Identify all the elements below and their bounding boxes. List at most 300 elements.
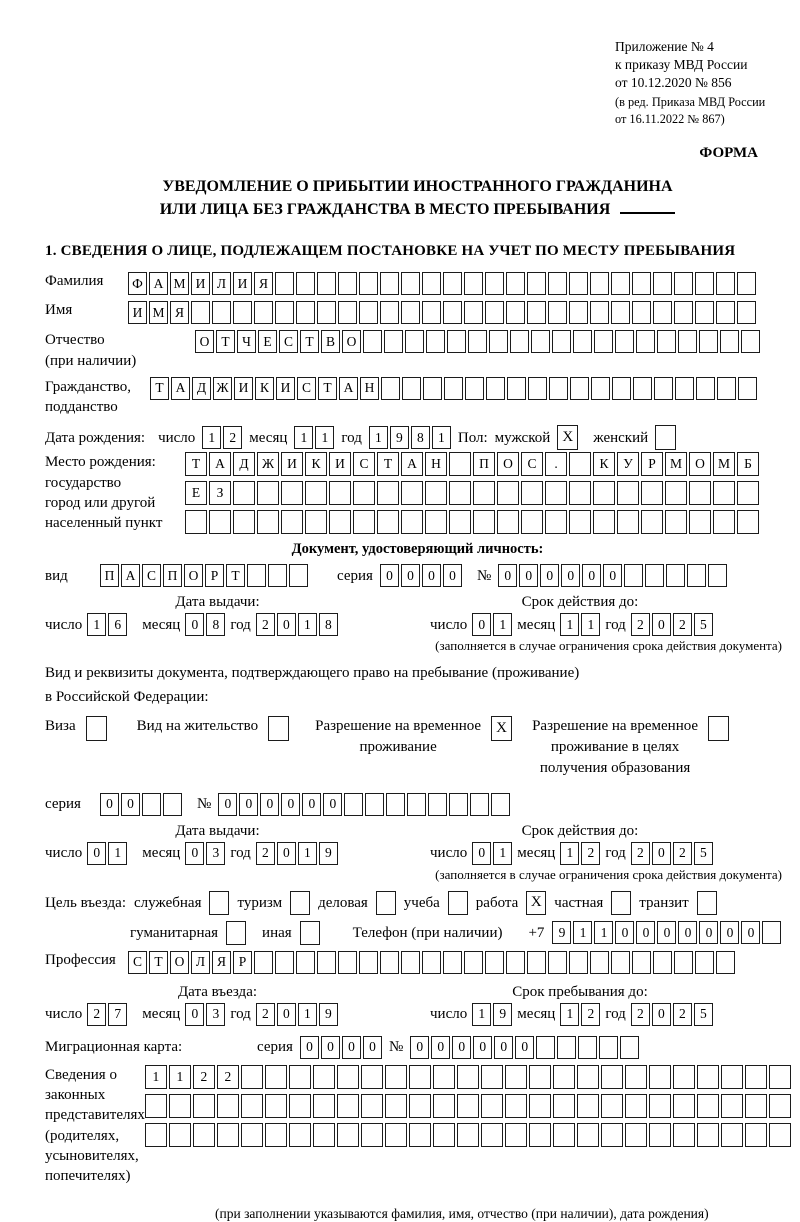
- char-box: [457, 1094, 479, 1118]
- char-box: [649, 1123, 671, 1147]
- char-box: [531, 330, 550, 353]
- char-box: С: [297, 377, 316, 400]
- char-box: [573, 330, 592, 353]
- surname-label: Фамилия: [45, 273, 104, 290]
- char-box: 0: [473, 1036, 492, 1059]
- char-box: 0: [741, 921, 760, 944]
- char-box: [380, 301, 399, 324]
- char-box: [444, 377, 463, 400]
- char-box: 0: [87, 842, 106, 865]
- char-box: 0: [321, 1036, 340, 1059]
- doc-kind-boxes: [100, 564, 308, 587]
- char-box: 2: [673, 613, 692, 636]
- char-box: [615, 330, 634, 353]
- char-box: [577, 1123, 599, 1147]
- char-box: [142, 793, 161, 816]
- char-box: [473, 481, 495, 505]
- char-box: [674, 272, 693, 295]
- purpose-transit-checkbox: [697, 891, 717, 915]
- char-box: [721, 1065, 743, 1089]
- profession-row: [45, 951, 790, 974]
- birth-day-boxes: [202, 426, 242, 449]
- char-box: [673, 1123, 695, 1147]
- char-box: [737, 510, 759, 534]
- char-box: [696, 377, 715, 400]
- char-box: [716, 951, 735, 974]
- phone-prefix: +7: [528, 924, 545, 941]
- valid-year-boxes: [631, 613, 713, 636]
- char-box: .: [545, 452, 567, 476]
- doc-series-label: серия: [337, 567, 373, 584]
- char-box: 0: [636, 921, 655, 944]
- char-box: [409, 1123, 431, 1147]
- char-box: [449, 452, 471, 476]
- char-box: 0: [582, 564, 601, 587]
- char-box: [464, 272, 483, 295]
- char-box: [673, 1094, 695, 1118]
- char-box: [359, 301, 378, 324]
- form-title-line1: УВЕДОМЛЕНИЕ О ПРИБЫТИИ ИНОСТРАННОГО ГРАЖДАНИНА: [162, 177, 673, 195]
- char-box: [713, 481, 735, 505]
- char-box: [527, 951, 546, 974]
- text-line: от 10.12.2020 № 856: [615, 74, 732, 90]
- char-box: [363, 330, 382, 353]
- char-box: [275, 301, 294, 324]
- char-box: [674, 301, 693, 324]
- char-box: 0: [218, 793, 237, 816]
- char-box: 2: [193, 1065, 215, 1089]
- residence-issue-date: число 0 1 месяц 0 3 год 2 0 1 9: [45, 842, 390, 865]
- char-box: 2: [673, 842, 692, 865]
- char-box: 2: [581, 1003, 600, 1026]
- char-box: 0: [603, 564, 622, 587]
- char-box: [317, 301, 336, 324]
- char-box: [617, 481, 639, 505]
- representatives-block: [45, 1065, 790, 1187]
- char-box: З: [209, 481, 231, 505]
- char-box: Т: [185, 452, 207, 476]
- char-box: 0: [277, 1003, 296, 1026]
- char-box: [296, 272, 315, 295]
- char-box: 0: [121, 793, 140, 816]
- char-box: 1: [369, 426, 388, 449]
- surname-row: [45, 272, 790, 295]
- char-box: 2: [631, 1003, 650, 1026]
- char-box: [721, 1094, 743, 1118]
- char-box: [337, 1065, 359, 1089]
- sex-female-label: женский: [593, 429, 649, 446]
- char-box: [697, 1123, 719, 1147]
- char-box: 1: [315, 426, 334, 449]
- char-box: [673, 1065, 695, 1089]
- char-box: [241, 1094, 263, 1118]
- residence-issue-year-boxes: [256, 842, 338, 865]
- birth-place-block: [45, 452, 790, 539]
- char-box: [678, 330, 697, 353]
- char-box: Ж: [213, 377, 232, 400]
- char-box: С: [279, 330, 298, 353]
- residence-issue-month-boxes: [185, 842, 225, 865]
- char-box: [569, 301, 588, 324]
- patronymic-row: [45, 330, 790, 371]
- char-box: [570, 377, 589, 400]
- char-box: 1: [298, 613, 317, 636]
- char-box: И: [276, 377, 295, 400]
- char-box: [401, 481, 423, 505]
- char-box: [247, 564, 266, 587]
- char-box: 2: [631, 842, 650, 865]
- identity-valid-date: число 0 1 месяц 1 1 год 2 0 2 5: [430, 613, 713, 636]
- given-name-row: [45, 301, 790, 324]
- char-box: [241, 1123, 263, 1147]
- char-box: 0: [561, 564, 580, 587]
- identity-issue-date: число 1 6 месяц 0 8 год 2 0 1 8: [45, 613, 390, 636]
- birth-date-label: Дата рождения:: [45, 429, 146, 446]
- issue-day-boxes: [87, 613, 127, 636]
- char-box: [425, 481, 447, 505]
- given-name-label: Имя: [45, 302, 73, 319]
- char-box: А: [339, 377, 358, 400]
- char-box: [401, 510, 423, 534]
- char-box: [548, 301, 567, 324]
- char-box: 5: [694, 1003, 713, 1026]
- residence-doc-date-headings: Дата выдачи: Срок действия до:: [175, 822, 639, 839]
- char-box: [569, 510, 591, 534]
- char-box: [654, 377, 673, 400]
- char-box: [737, 301, 756, 324]
- char-box: [769, 1123, 791, 1147]
- char-box: 0: [281, 793, 300, 816]
- reference-lines-amendment: [615, 94, 790, 126]
- char-box: С: [142, 564, 161, 587]
- order-reference-block: [615, 38, 790, 127]
- char-box: [407, 793, 426, 816]
- sex-male-checkbox: X: [557, 425, 578, 450]
- char-box: И: [234, 377, 253, 400]
- char-box: [536, 1036, 555, 1059]
- text-line: населенный пункт: [45, 515, 163, 531]
- purpose-study-checkbox: [448, 891, 468, 915]
- char-box: 0: [300, 1036, 319, 1059]
- char-box: [313, 1123, 335, 1147]
- char-box: 1: [87, 613, 106, 636]
- char-box: [145, 1094, 167, 1118]
- char-box: [449, 793, 468, 816]
- residence-valid-year-boxes: [631, 842, 713, 865]
- char-box: [254, 951, 273, 974]
- char-box: 7: [108, 1003, 127, 1026]
- char-box: [553, 1123, 575, 1147]
- char-box: А: [209, 452, 231, 476]
- char-box: [353, 481, 375, 505]
- char-box: [296, 951, 315, 974]
- char-box: А: [121, 564, 140, 587]
- char-box: [473, 510, 495, 534]
- char-box: [611, 301, 630, 324]
- char-box: [553, 1065, 575, 1089]
- char-box: [617, 510, 639, 534]
- char-box: [281, 510, 303, 534]
- char-box: [338, 272, 357, 295]
- char-box: И: [281, 452, 303, 476]
- char-box: 3: [206, 1003, 225, 1026]
- char-box: [481, 1123, 503, 1147]
- migration-card-row: [45, 1036, 790, 1059]
- purpose-other-checkbox: [300, 921, 320, 945]
- char-box: [549, 377, 568, 400]
- char-box: [569, 272, 588, 295]
- patronymic-boxes: [195, 330, 760, 353]
- valid-day-boxes: [472, 613, 512, 636]
- char-box: 1: [581, 613, 600, 636]
- char-box: 3: [206, 842, 225, 865]
- identity-doc-heading: Документ, удостоверяющий личность:: [291, 541, 544, 558]
- char-box: С: [128, 951, 147, 974]
- char-box: [296, 301, 315, 324]
- char-box: [289, 564, 308, 587]
- char-box: [545, 510, 567, 534]
- char-box: [674, 951, 693, 974]
- text-line: проживание в целях: [550, 738, 680, 755]
- doc-kind-label: вид: [45, 567, 68, 584]
- char-box: [708, 564, 727, 587]
- char-box: 0: [498, 564, 517, 587]
- identity-doc-note: (заполняется в случае ограничения срока действия документа): [435, 638, 782, 654]
- char-box: П: [100, 564, 119, 587]
- char-box: 0: [185, 842, 204, 865]
- migration-number-label: №: [388, 1039, 404, 1055]
- char-box: Т: [377, 452, 399, 476]
- birth-place-rows: [185, 452, 759, 539]
- char-box: [457, 1123, 479, 1147]
- char-box: [361, 1065, 383, 1089]
- char-box: [489, 330, 508, 353]
- char-box: 0: [443, 564, 462, 587]
- char-box: [620, 1036, 639, 1059]
- char-box: 0: [678, 921, 697, 944]
- char-box: [380, 272, 399, 295]
- temp-residence-education-checkbox: [708, 716, 729, 741]
- char-box: 0: [652, 842, 671, 865]
- representatives-rows: [145, 1065, 791, 1187]
- char-box: [385, 1094, 407, 1118]
- char-box: И: [329, 452, 351, 476]
- char-box: 0: [410, 1036, 429, 1059]
- char-box: 0: [302, 793, 321, 816]
- birth-year-boxes: [369, 426, 451, 449]
- char-box: [697, 1094, 719, 1118]
- char-box: [428, 793, 447, 816]
- char-box: [557, 1036, 576, 1059]
- valid-until-heading: Срок действия до:: [521, 594, 639, 611]
- char-box: [769, 1065, 791, 1089]
- char-box: [716, 272, 735, 295]
- char-box: [405, 330, 424, 353]
- char-box: [254, 301, 273, 324]
- char-box: [275, 951, 294, 974]
- char-box: [281, 481, 303, 505]
- char-box: [353, 510, 375, 534]
- char-box: [401, 951, 420, 974]
- sex-male-label: мужской: [494, 429, 551, 446]
- char-box: [193, 1123, 215, 1147]
- char-box: [506, 951, 525, 974]
- text-line: к приказу МВД России: [615, 56, 748, 72]
- text-line: усыновителях,: [45, 1147, 139, 1164]
- char-box: [624, 564, 643, 587]
- char-box: [402, 377, 421, 400]
- char-box: Д: [233, 452, 255, 476]
- char-box: Т: [300, 330, 319, 353]
- char-box: [457, 1065, 479, 1089]
- char-box: [212, 301, 231, 324]
- char-box: 1: [560, 1003, 579, 1026]
- char-box: [449, 481, 471, 505]
- char-box: 2: [223, 426, 242, 449]
- residence-number-label: №: [197, 796, 212, 812]
- char-box: 0: [277, 842, 296, 865]
- birth-place-row1: [185, 452, 759, 476]
- char-box: Ч: [237, 330, 256, 353]
- char-box: Я: [170, 301, 189, 324]
- char-box: [317, 951, 336, 974]
- char-box: Л: [191, 951, 210, 974]
- char-box: [649, 1094, 671, 1118]
- char-box: [612, 377, 631, 400]
- char-box: [361, 1123, 383, 1147]
- birth-place-row2: [185, 481, 759, 505]
- residence-series-label: серия: [45, 796, 81, 812]
- char-box: [636, 330, 655, 353]
- char-box: 1: [560, 842, 579, 865]
- char-box: [449, 510, 471, 534]
- char-box: [594, 330, 613, 353]
- char-box: [632, 301, 651, 324]
- residence-issue-day-boxes: [87, 842, 127, 865]
- char-box: Д: [192, 377, 211, 400]
- purpose-private-checkbox: [611, 891, 631, 915]
- char-box: [625, 1123, 647, 1147]
- char-box: [443, 272, 462, 295]
- char-box: [233, 510, 255, 534]
- purpose-work-checkbox: X: [526, 891, 546, 915]
- char-box: [384, 330, 403, 353]
- char-box: 2: [256, 842, 275, 865]
- char-box: А: [149, 272, 168, 295]
- char-box: 8: [319, 613, 338, 636]
- sex-label: Пол:: [457, 429, 488, 446]
- char-box: [611, 272, 630, 295]
- char-box: Р: [641, 452, 663, 476]
- char-box: О: [342, 330, 361, 353]
- char-box: 8: [206, 613, 225, 636]
- stay-day-boxes: [472, 1003, 512, 1026]
- char-box: П: [473, 452, 495, 476]
- char-box: [717, 377, 736, 400]
- char-box: 1: [145, 1065, 167, 1089]
- char-box: 1: [493, 842, 512, 865]
- char-box: [265, 1123, 287, 1147]
- char-box: [426, 330, 445, 353]
- char-box: [632, 951, 651, 974]
- char-box: [601, 1123, 623, 1147]
- char-box: [737, 272, 756, 295]
- char-box: [409, 1065, 431, 1089]
- char-box: 0: [363, 1036, 382, 1059]
- char-box: [485, 301, 504, 324]
- migration-series-label: серия: [257, 1039, 293, 1055]
- char-box: 0: [519, 564, 538, 587]
- char-box: 9: [319, 842, 338, 865]
- char-box: [265, 1094, 287, 1118]
- char-box: [545, 481, 567, 505]
- char-box: [486, 377, 505, 400]
- char-box: [590, 272, 609, 295]
- char-box: В: [321, 330, 340, 353]
- char-box: И: [128, 301, 147, 324]
- patronymic-label: Отчество (при наличии): [45, 332, 137, 369]
- char-box: 8: [411, 426, 430, 449]
- issue-year-boxes: [256, 613, 338, 636]
- char-box: 1: [298, 842, 317, 865]
- char-box: 2: [581, 842, 600, 865]
- char-box: [578, 1036, 597, 1059]
- representatives-label: [45, 1065, 145, 1187]
- valid-month-boxes: [560, 613, 600, 636]
- char-box: 5: [694, 613, 713, 636]
- char-box: [377, 510, 399, 534]
- char-box: П: [163, 564, 182, 587]
- char-box: [529, 1123, 551, 1147]
- char-box: [401, 301, 420, 324]
- citizenship-row: [45, 377, 790, 418]
- char-box: [762, 921, 781, 944]
- option-temp-residence: [315, 716, 512, 758]
- representatives-row3: [145, 1123, 791, 1147]
- char-box: [433, 1123, 455, 1147]
- char-box: 0: [185, 1003, 204, 1026]
- stay-month-boxes: [560, 1003, 600, 1026]
- doc-series-boxes: [380, 564, 462, 587]
- char-box: [505, 1065, 527, 1089]
- representatives-note: (при заполнении указываются фамилия, имя, отчество (при наличии), дата рождения): [215, 1206, 709, 1222]
- text-line: законных: [45, 1087, 106, 1103]
- char-box: Я: [212, 951, 231, 974]
- char-box: 2: [673, 1003, 692, 1026]
- identity-doc-date-headings: [45, 594, 790, 611]
- char-box: Л: [212, 272, 231, 295]
- section1-heading: 1. СВЕДЕНИЯ О ЛИЦЕ, ПОДЛЕЖАЩЕМ ПОСТАНОВКЕ НА УЧЕТ ПО МЕСТУ ПРЕБЫВАНИЯ: [45, 243, 736, 260]
- char-box: [217, 1123, 239, 1147]
- char-box: 0: [652, 613, 671, 636]
- char-box: Ж: [257, 452, 279, 476]
- purpose-tourism-checkbox: [290, 891, 310, 915]
- char-box: [769, 1094, 791, 1118]
- char-box: [359, 951, 378, 974]
- char-box: [470, 793, 489, 816]
- char-box: И: [233, 272, 252, 295]
- char-box: [443, 301, 462, 324]
- char-box: 2: [631, 613, 650, 636]
- char-box: 0: [401, 564, 420, 587]
- identity-doc-dates: [45, 613, 790, 636]
- char-box: 0: [472, 613, 491, 636]
- stay-until-date: число 1 9 месяц 1 2 год 2 0 2 5: [430, 1003, 713, 1026]
- entry-month-boxes: [185, 1003, 225, 1026]
- doc-number-label: №: [476, 567, 492, 584]
- char-box: [720, 330, 739, 353]
- option-visa: [45, 716, 107, 741]
